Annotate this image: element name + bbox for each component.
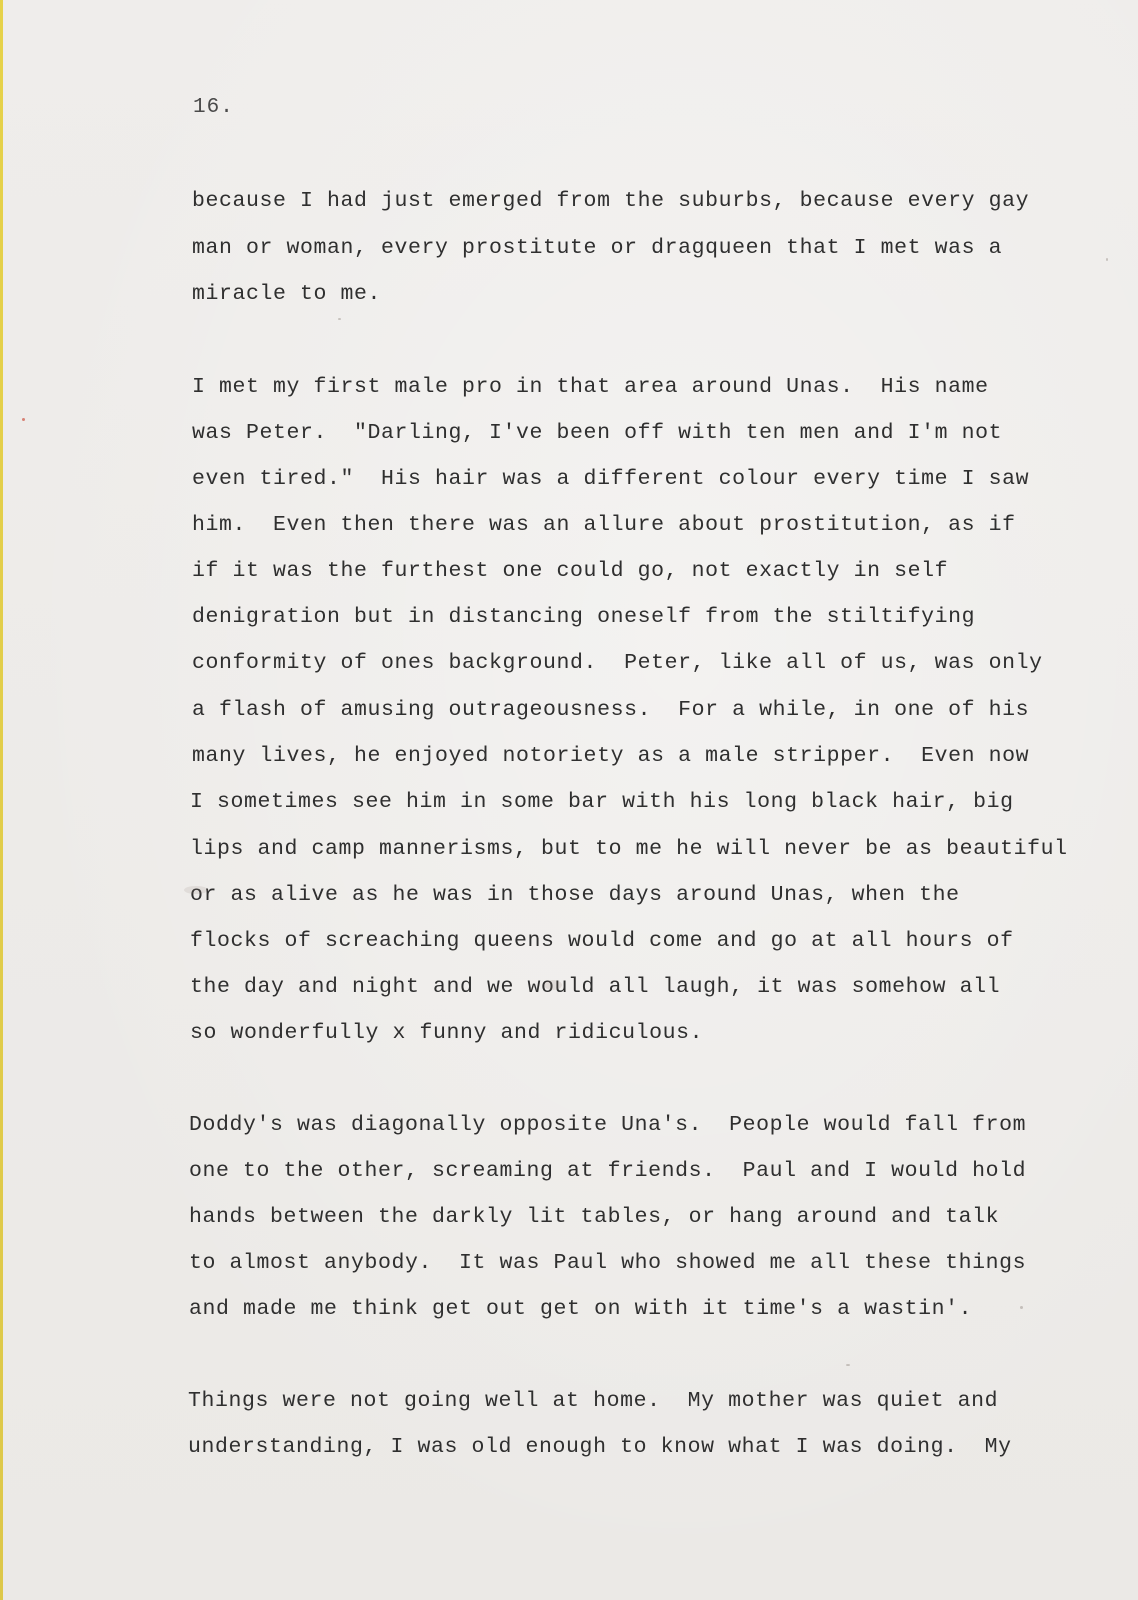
paper-speck bbox=[1106, 258, 1108, 261]
text-line: man or woman, every prostitute or dragqueen that I met was a bbox=[192, 236, 1003, 260]
text-line: many lives, he enjoyed notoriety as a male stripper. Even now bbox=[192, 744, 1030, 768]
page-edge-strip bbox=[0, 0, 3, 1600]
page-number: 16. bbox=[193, 96, 234, 119]
text-line: if it was the furthest one could go, not exactly in self bbox=[192, 559, 949, 583]
text-line: because I had just emerged from the suburbs, because every gay bbox=[192, 189, 1030, 213]
text-line: and made me think get out get on with it time's a wastin'. bbox=[189, 1297, 973, 1321]
text-line: to almost anybody. It was Paul who showed me all these things bbox=[189, 1251, 1027, 1275]
text-line: was Peter. "Darling, I've been off with ten men and I'm not bbox=[192, 421, 1003, 445]
text-line: a flash of amusing outrageousness. For a while, in one of his bbox=[192, 698, 1030, 722]
paper-smudge bbox=[184, 886, 208, 894]
text-line: I sometimes see him in some bar with his long black hair, big bbox=[190, 790, 1014, 814]
text-line: the day and night and we would all laugh, it was somehow all bbox=[190, 975, 1001, 999]
text-line: lips and camp mannerisms, but to me he will never be as beautiful bbox=[190, 837, 1068, 861]
text-line: understanding, I was old enough to know what I was doing. My bbox=[188, 1435, 1012, 1459]
text-line: him. Even then there was an allure about prostitution, as if bbox=[192, 513, 1016, 537]
text-line: miracle to me. bbox=[192, 282, 382, 306]
paper-speck bbox=[22, 418, 25, 421]
text-line: so wonderfully x funny and ridiculous. bbox=[190, 1021, 704, 1045]
text-line: denigration but in distancing oneself from the stiltifying bbox=[192, 605, 976, 629]
text-line: Doddy's was diagonally opposite Una's. People would fall from bbox=[189, 1113, 1027, 1137]
paper-speck bbox=[1020, 1306, 1023, 1309]
text-line: one to the other, screaming at friends. Paul and I would hold bbox=[189, 1159, 1027, 1183]
text-line: or as alive as he was in those days around Unas, when the bbox=[190, 883, 960, 907]
text-line: Things were not going well at home. My mother was quiet and bbox=[188, 1389, 999, 1413]
text-line: conformity of ones background. Peter, like all of us, was only bbox=[192, 651, 1043, 675]
text-line: hands between the darkly lit tables, or hang around and talk bbox=[189, 1205, 1000, 1229]
text-line: even tired." His hair was a different colour every time I saw bbox=[192, 467, 1030, 491]
text-line: I met my first male pro in that area around Unas. His name bbox=[192, 375, 989, 399]
paper-smudge bbox=[544, 980, 562, 990]
paper-speck bbox=[338, 318, 341, 320]
paper-speck bbox=[846, 1364, 850, 1366]
text-line: flocks of screaching queens would come and go at all hours of bbox=[190, 929, 1014, 953]
